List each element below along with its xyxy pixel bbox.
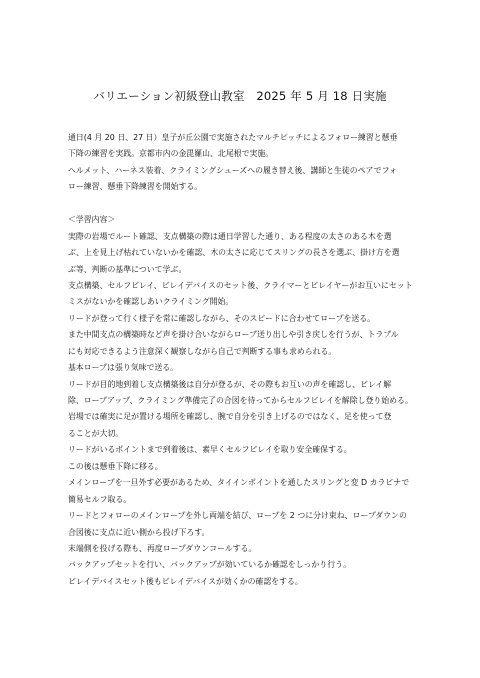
content-line: ることが大切。: [68, 428, 124, 438]
content-line: リードが登って行く様子を常に確認しながら、そのスピードに合わせてロープを送る。: [68, 313, 376, 323]
section-heading: ＜学習内容＞: [68, 215, 116, 225]
content-line: リードとフォローのメインロープを外し両端を結び、ロープを 2 つに分け束ね、ロープダウンの: [68, 511, 407, 521]
content-line: また中間支点の構築時など声を掛け合いながらロープ送り出しや引き戻しを行うが、トラブル: [68, 330, 399, 340]
content-line: 岩場では確実に足が置ける場所を確認し、腕で自分を引き上げるのではなく、足を使って登: [68, 412, 392, 422]
content-line: ぶ、上を見上げ枯れていないかを確認、木の太さに応じてスリングの長さを選ぶ、掛け方を選: [68, 248, 400, 258]
content-line: 合図後に支点に近い側から投げ下ろす。: [68, 527, 210, 537]
content-line: 除、ロープアップ、クライミング準備完了の合図を待ってからセルフビレイを解除し登り始める。: [68, 396, 413, 405]
content-line: ミスがないかを確認しあいクライミング開始。: [68, 297, 234, 307]
content-line: 支点構築、セルフビレイ、ビレイデバイスのセット後、クライマーとビレイヤーがお互いにセット: [68, 280, 413, 290]
document-title: バリエーション初級登山教室 2025 年 5 月 18 日実施: [93, 89, 387, 103]
content-line: リードがいるポイントまで到着後は、素早くセルフビレイを取り安全確保する。: [68, 445, 352, 455]
intro-line: ヘルメット、ハーネス装着、クライミングシューズへの履き替え後、講師と生徒のペアでフォ: [68, 165, 397, 175]
content-line: 簡易セルフ取る。: [68, 494, 132, 504]
intro-line: 通日(4 月 20 日、27 日）皇子が丘公園で実施されたマルチピッチによるフォロー練習と懸垂: [68, 133, 398, 142]
content-line: メインロープを一旦外す必要があるため、タイインポイントを通したスリングと変 D カラビナで: [68, 478, 410, 488]
content-line: ビレイデバイスセット後もビレイデバイスが効くかの確認をする。: [68, 576, 303, 586]
content-line: 実際の岩場でルート確認、支点構築の際は通日学習した通り、ある程度の太さのある木を選: [68, 231, 392, 241]
content-line: 基本ロープは張り気味で送る。: [68, 363, 179, 373]
content-line: 末端側を投げる際も、再度ロープダウンコールする。: [68, 543, 257, 553]
intro-line: ロー練習、懸垂下降練習を開始する。: [68, 182, 203, 192]
document-body: [68, 130, 428, 590]
content-line: ぶ等、判断の基準について学ぶ。: [68, 264, 187, 274]
content-line: リードが目的地到着し支点構築後は自分が登るが、その際もお互いの声を確認し、ビレイ解: [68, 379, 392, 389]
content-line: にも対応できるよう注意深く観察しながら自己で判断する事も求められる。: [68, 346, 337, 356]
intro-line: 下降の練習を実践。京都市内の金毘羅山、北尾根で実施。: [68, 149, 274, 159]
content-line: この後は懸垂下降に移る。: [68, 461, 163, 471]
content-line: バックアップセットを行い、バックアップが効いているか確認をしっかり行う。: [68, 560, 351, 570]
paragraph-gap: [68, 196, 428, 212]
